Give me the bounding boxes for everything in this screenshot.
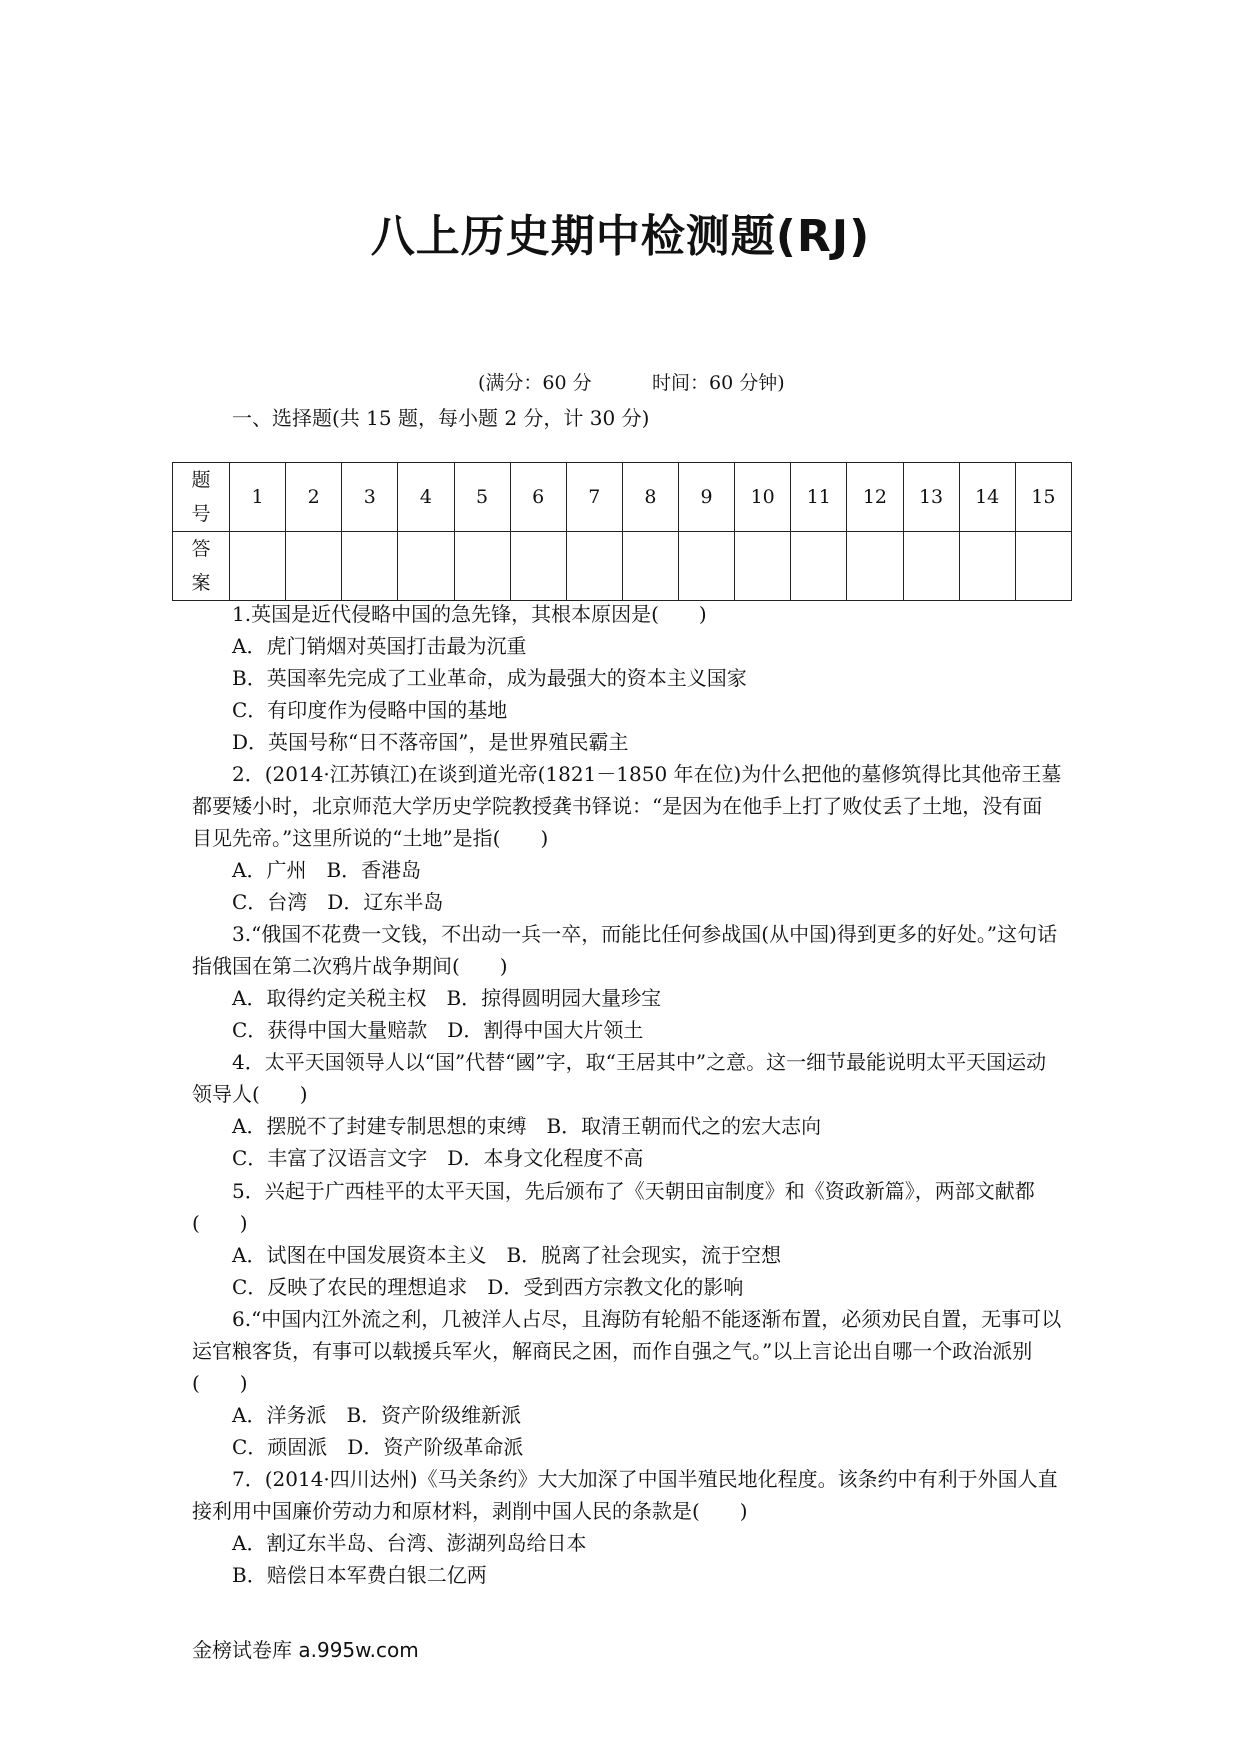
answer-cell xyxy=(903,532,959,601)
question-stem: 7．(2014·四川达州)《马关条约》大大加深了中国半殖民地化程度。该条约中有利于外国人直接利用中国廉价劳动力和原材料，剥削中国人民的条款是( ) xyxy=(192,1467,1058,1523)
answer-option: C．获得中国大量赔款 D．割得中国大片领土 xyxy=(232,1018,644,1042)
answer-option: B．英国率先完成了工业革命，成为最强大的资本主义国家 xyxy=(232,666,747,690)
question-number-cell: 15 xyxy=(1015,463,1071,532)
answer-option: A．摆脱不了封建专制思想的束缚 B．取清王朝而代之的宏大志向 xyxy=(232,1114,822,1138)
question-stem: 3.“俄国不花费一文钱，不出动一兵一卒，而能比任何参战国(从中国)得到更多的好处。”这句话指俄国在第二次鸦片战争期间( ) xyxy=(192,922,1058,978)
question-4 xyxy=(192,1046,1062,1174)
answer-option: C．有印度作为侵略中国的基地 xyxy=(232,698,508,722)
question-number-cell: 13 xyxy=(903,463,959,532)
question-number-cell: 3 xyxy=(342,463,398,532)
question-number-cell: 14 xyxy=(959,463,1015,532)
answer-table xyxy=(172,462,1072,601)
question-number-cell: 1 xyxy=(230,463,286,532)
page-title: 八上历史期中检测题(RJ) xyxy=(370,211,871,262)
exam-meta: (满分：60 分 时间：60 分钟) xyxy=(478,372,785,394)
question-number-cell: 10 xyxy=(735,463,791,532)
answer-cell xyxy=(454,532,510,601)
answer-cell xyxy=(398,532,454,601)
question-6 xyxy=(192,1303,1062,1463)
answer-option: C．台湾 D．辽东半岛 xyxy=(232,890,444,914)
answer-cell xyxy=(959,532,1015,601)
question-stem: 2．(2014·江苏镇江)在谈到道光帝(1821－1850 年在位)为什么把他的墓修筑得比其他帝王墓都要矮小时，北京师范大学历史学院教授龚书铎说：“是因为在他手上打了败仗丢了土地，没有面目见先帝。”这里所说的“土地”是指( ) xyxy=(192,762,1062,850)
footer-watermark: 金榜试卷库 a.995w.com xyxy=(192,1638,419,1662)
answer-option: A．试图在中国发展资本主义 B．脱离了社会现实，流于空想 xyxy=(232,1243,782,1267)
question-number-cell: 2 xyxy=(286,463,342,532)
answer-cell xyxy=(791,532,847,601)
answer-option: A．取得约定关税主权 B．掠得圆明园大量珍宝 xyxy=(232,986,662,1010)
question-number-cell: 11 xyxy=(791,463,847,532)
question-stem: 4．太平天国领导人以“国”代替“國”字，取“王居其中”之意。这一细节最能说明太平天国运动领导人( ) xyxy=(192,1050,1047,1106)
answer-option: C．丰富了汉语言文字 D．本身文化程度不高 xyxy=(232,1146,644,1170)
question-number-cell: 12 xyxy=(847,463,903,532)
question-stem: 5．兴起于广西桂平的太平天国，先后颁布了《天朝田亩制度》和《资政新篇》，两部文献都( ) xyxy=(192,1179,1035,1235)
row-label-question-number: 题 号 xyxy=(173,463,230,532)
answer-cell xyxy=(622,532,678,601)
section-heading: 一、选择题(共 15 题，每小题 2 分，计 30 分) xyxy=(232,406,650,430)
answer-cell xyxy=(286,532,342,601)
answer-option: B．赔偿日本军费白银二亿两 xyxy=(232,1563,487,1587)
answer-cell xyxy=(510,532,566,601)
answer-option: A．洋务派 B．资产阶级维新派 xyxy=(232,1403,522,1427)
question-5 xyxy=(192,1175,1062,1303)
answer-option: A．虎门销烟对英国打击最为沉重 xyxy=(232,634,527,658)
answer-cell xyxy=(566,532,622,601)
question-number-cell: 8 xyxy=(622,463,678,532)
answer-option: A．广州 B．香港岛 xyxy=(232,858,422,882)
table-row xyxy=(173,532,1072,601)
question-3 xyxy=(192,918,1062,1046)
question-stem: 6.“中国内江外流之利，几被洋人占尽，且海防有轮船不能逐渐布置，必须劝民自置，无事可以运官粮客货，有事可以载援兵军火，解商民之困，而作自强之气。”以上言论出自哪一个政治派别( ) xyxy=(192,1307,1062,1395)
answer-cell xyxy=(342,532,398,601)
question-2 xyxy=(192,758,1062,918)
answer-option: A．割辽东半岛、台湾、澎湖列岛给日本 xyxy=(232,1531,587,1555)
row-label-answer: 答 案 xyxy=(173,532,230,601)
table-row xyxy=(173,463,1072,532)
question-number-cell: 9 xyxy=(679,463,735,532)
answer-cell xyxy=(735,532,791,601)
question-number-cell: 4 xyxy=(398,463,454,532)
question-stem: 1.英国是近代侵略中国的急先锋，其根本原因是( ) xyxy=(232,602,707,626)
answer-option: D．英国号称“日不落帝国”，是世界殖民霸主 xyxy=(232,730,629,754)
question-7 xyxy=(192,1463,1062,1591)
answer-cell xyxy=(847,532,903,601)
answer-cell xyxy=(1015,532,1071,601)
question-number-cell: 6 xyxy=(510,463,566,532)
answer-option: C．反映了农民的理想追求 D．受到西方宗教文化的影响 xyxy=(232,1275,744,1299)
question-1 xyxy=(192,598,1062,758)
answer-cell xyxy=(679,532,735,601)
answer-cell xyxy=(230,532,286,601)
question-number-cell: 7 xyxy=(566,463,622,532)
answer-option: C．顽固派 D．资产阶级革命派 xyxy=(232,1435,524,1459)
question-number-cell: 5 xyxy=(454,463,510,532)
